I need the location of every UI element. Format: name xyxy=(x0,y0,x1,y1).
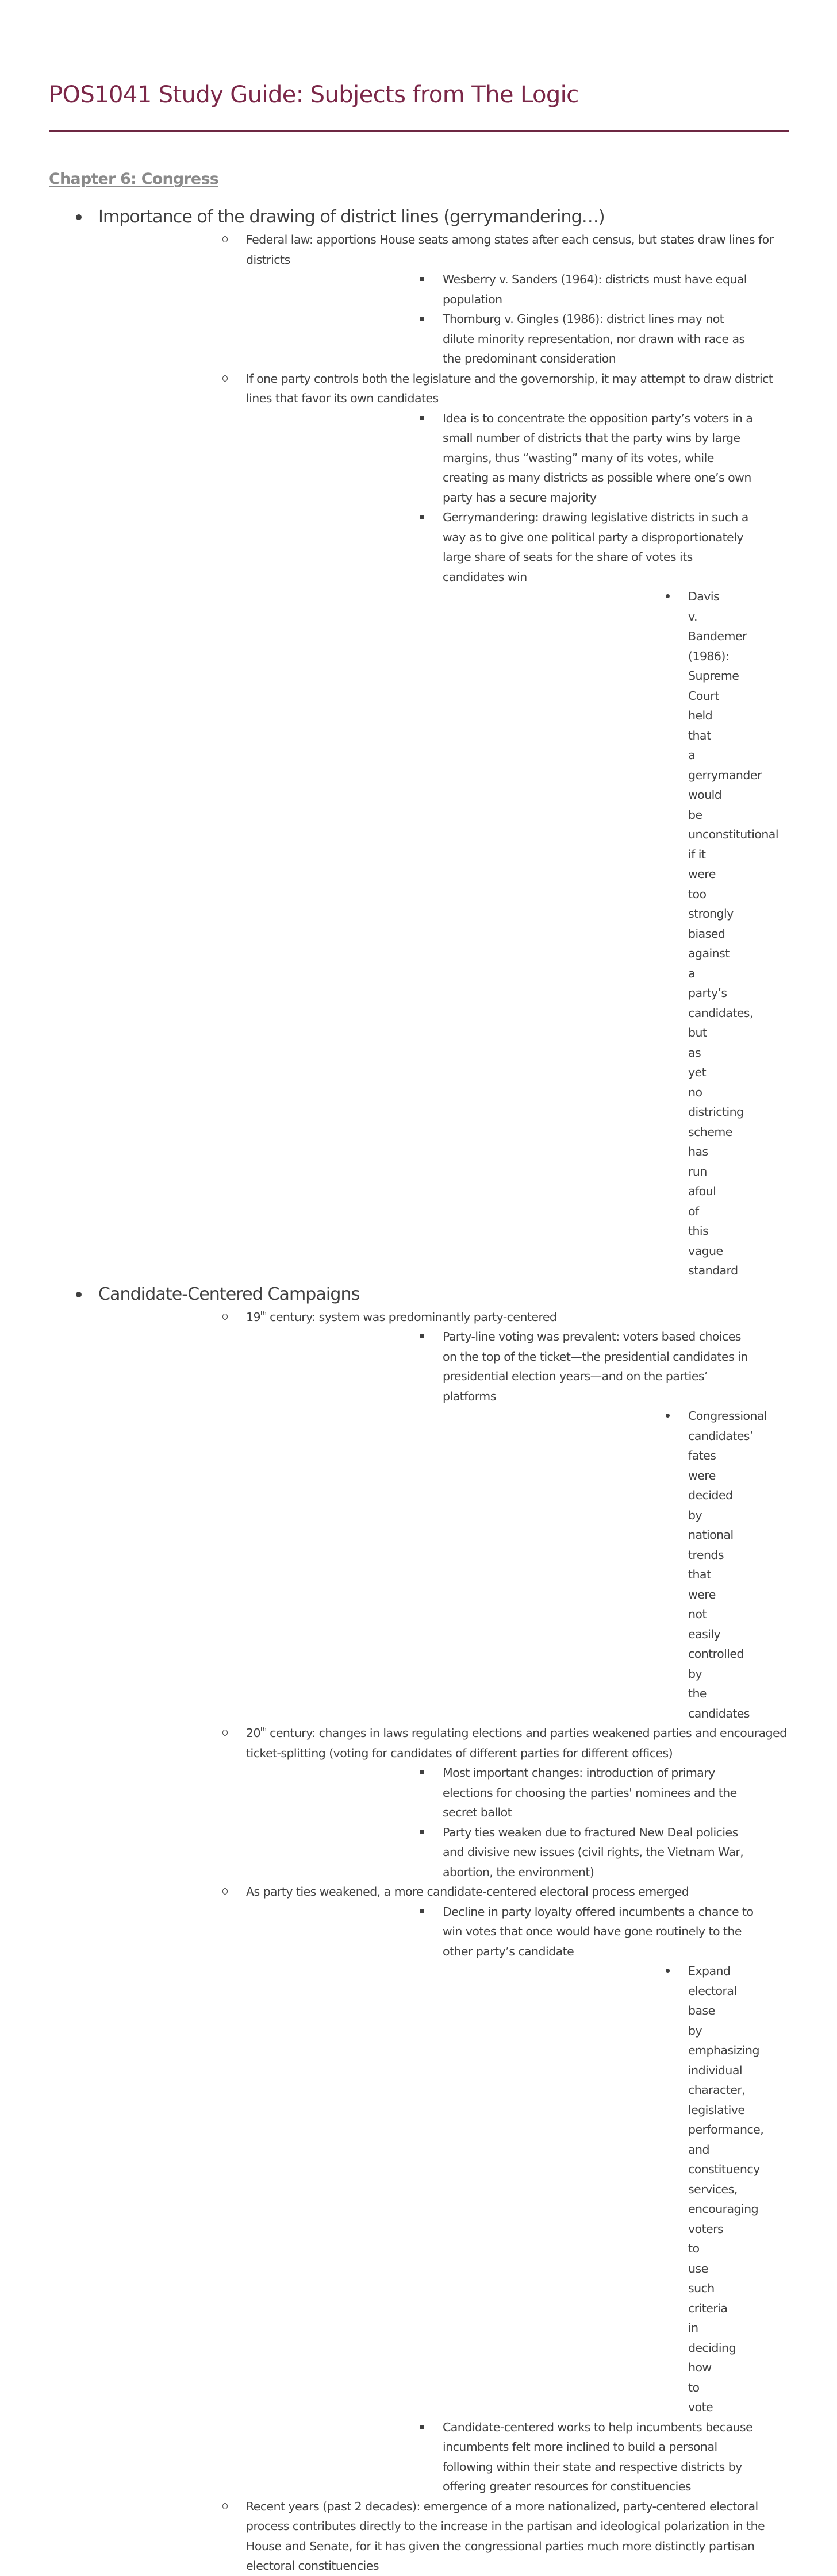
note-item xyxy=(443,587,778,1281)
topic-candidate-centered-campaigns xyxy=(0,1282,837,2576)
detail-item xyxy=(246,1823,797,1882)
subpoint-item xyxy=(98,2497,837,2576)
document-title: POS1041 Study Guide: Subjects from The Logic xyxy=(49,82,579,108)
bullet-circle-icon xyxy=(222,1730,228,1736)
note-item xyxy=(443,1961,764,2417)
note-list xyxy=(443,587,778,1281)
subpoint-rest: century: changes in laws regulating elections and parties weakened parties and encouraged ticket-splitting (voting for candidates of different parties for different offices) xyxy=(246,1726,787,1760)
bullet-circle-icon xyxy=(222,1888,228,1895)
detail-text: Most important changes: introduction of primary elections for choosing the parties' nominees and the secret ballot xyxy=(443,1766,737,1819)
subpoint-text: Federal law: apportions House seats among states after each census, but states draw lines for districts xyxy=(246,233,774,267)
topic-district-lines xyxy=(0,205,837,1281)
subpoint-text xyxy=(246,1307,797,1327)
bullet-dot-icon xyxy=(666,594,670,598)
ordinal-suffix: th xyxy=(260,1726,267,1734)
detail-item xyxy=(246,507,797,1281)
subpoint-rest: century: system was predominantly party-centered xyxy=(266,1310,557,1324)
detail-item xyxy=(246,1902,797,2417)
bullet-disc-icon xyxy=(76,214,82,220)
detail-list xyxy=(246,1763,797,1882)
subpoint-text: If one party controls both the legislature and the governorship, it may attempt to draw district lines that favor its own candidates xyxy=(246,371,773,405)
detail-list xyxy=(246,1902,797,2497)
subpoint-item xyxy=(98,369,837,1281)
subpoint-item xyxy=(98,1723,837,1882)
subpoint-list xyxy=(98,1307,837,2576)
detail-text: Gerrymandering: drawing legislative districts in such a way as to give one political party a disproportionately large share of seats for the share of votes its candidates win xyxy=(443,510,748,584)
bullet-dot-icon xyxy=(666,1414,670,1418)
detail-text: Party ties weaken due to fractured New Deal policies and divisive new issues (civil rights, the Vietnam War, abortion, the environment) xyxy=(443,1825,744,1879)
bullet-dot-icon xyxy=(666,1969,670,1973)
detail-list xyxy=(246,409,797,1281)
subpoint-text: Recent years (past 2 decades): emergence of a more nationalized, party-centered electoral process contributes directly to the increase in the partisan and ideological polarization in the House and Senate, for it has given the congressional parties much more distinctly partisan electoral constituencies xyxy=(246,2499,765,2573)
bullet-circle-icon xyxy=(222,1314,228,1320)
subpoint-item xyxy=(98,1307,837,1724)
note-text: Expand electoral base by emphasizing individual character, legislative performance, and constituency services, encouraging voters to use such criteria in deciding how to vote xyxy=(688,1964,764,2414)
detail-list xyxy=(246,1327,797,1723)
study-guide-outline xyxy=(0,203,837,2576)
detail-item xyxy=(246,409,797,508)
note-list xyxy=(443,1406,767,1723)
detail-text: Wesberry v. Sanders (1964): districts must have equal population xyxy=(443,272,747,306)
note-item xyxy=(443,1406,767,1723)
bullet-square-icon xyxy=(420,416,424,420)
detail-text: Decline in party loyalty offered incumbents a chance to win votes that once would have gone routinely to the other party’s candidate xyxy=(443,1904,754,1958)
chapter-heading: Chapter 6: Congress xyxy=(49,170,218,188)
bullet-circle-icon xyxy=(222,236,228,242)
title-rule xyxy=(49,130,789,132)
bullet-square-icon xyxy=(420,277,424,281)
note-text: Davis v. Bandemer (1986): Supreme Court held that a gerrymander would be unconstitutional if it were too strongly biased against a party’s candidates, but as yet no districting scheme has run afoul of this vague standard xyxy=(688,590,778,1277)
bullet-square-icon xyxy=(420,515,424,519)
detail-item xyxy=(246,1763,797,1823)
bullet-square-icon xyxy=(420,2425,424,2429)
detail-text: Thornburg v. Gingles (1986): district lines may not dilute minority representation, nor drawn with race as the predominant consideration xyxy=(443,312,745,365)
ordinal-suffix: th xyxy=(260,1309,267,1317)
detail-list xyxy=(246,269,797,369)
detail-text: Party-line voting was prevalent: voters based choices on the top of the ticket—the presidential candidates in presidential election years—and on the parties’ platforms xyxy=(443,1330,748,1403)
detail-item xyxy=(246,309,797,369)
century-number: 19 xyxy=(246,1310,260,1324)
detail-item xyxy=(246,1327,797,1723)
outline-topics xyxy=(0,205,837,2576)
bullet-square-icon xyxy=(420,317,424,321)
bullet-circle-icon xyxy=(222,375,228,382)
bullet-disc-icon xyxy=(76,1292,82,1297)
bullet-square-icon xyxy=(420,1334,424,1338)
detail-text: Idea is to concentrate the opposition party’s voters in a small number of districts that the party wins by large margins, thus “wasting” many of its votes, while creating as many districts as possible where one’s own party has a secure majority xyxy=(443,411,753,505)
note-list xyxy=(443,1961,764,2417)
bullet-circle-icon xyxy=(222,2503,228,2509)
subpoint-item xyxy=(98,230,837,369)
subpoint-text: As party ties weakened, a more candidate-centered electoral process emerged xyxy=(246,1885,689,1899)
detail-text: Candidate-centered works to help incumbents because incumbents felt more inclined to build a personal following within their state and respective districts by offering greater resources for constituencies xyxy=(443,2420,753,2493)
topic-heading: Importance of the drawing of district lines (gerrymandering…) xyxy=(98,207,605,227)
subpoint-item xyxy=(98,1882,837,2497)
note-text: Congressional candidates’ fates were decided by national trends that were not easily controlled by the candidates xyxy=(688,1409,767,1720)
detail-item xyxy=(246,269,797,309)
century-number: 20 xyxy=(246,1726,260,1740)
detail-item xyxy=(246,2417,797,2497)
subpoint-list xyxy=(98,230,837,1281)
subpoint-text xyxy=(246,1723,797,1763)
bullet-square-icon xyxy=(420,1770,424,1774)
topic-heading: Candidate-Centered Campaigns xyxy=(98,1284,360,1304)
bullet-square-icon xyxy=(420,1830,424,1834)
bullet-square-icon xyxy=(420,1909,424,1913)
